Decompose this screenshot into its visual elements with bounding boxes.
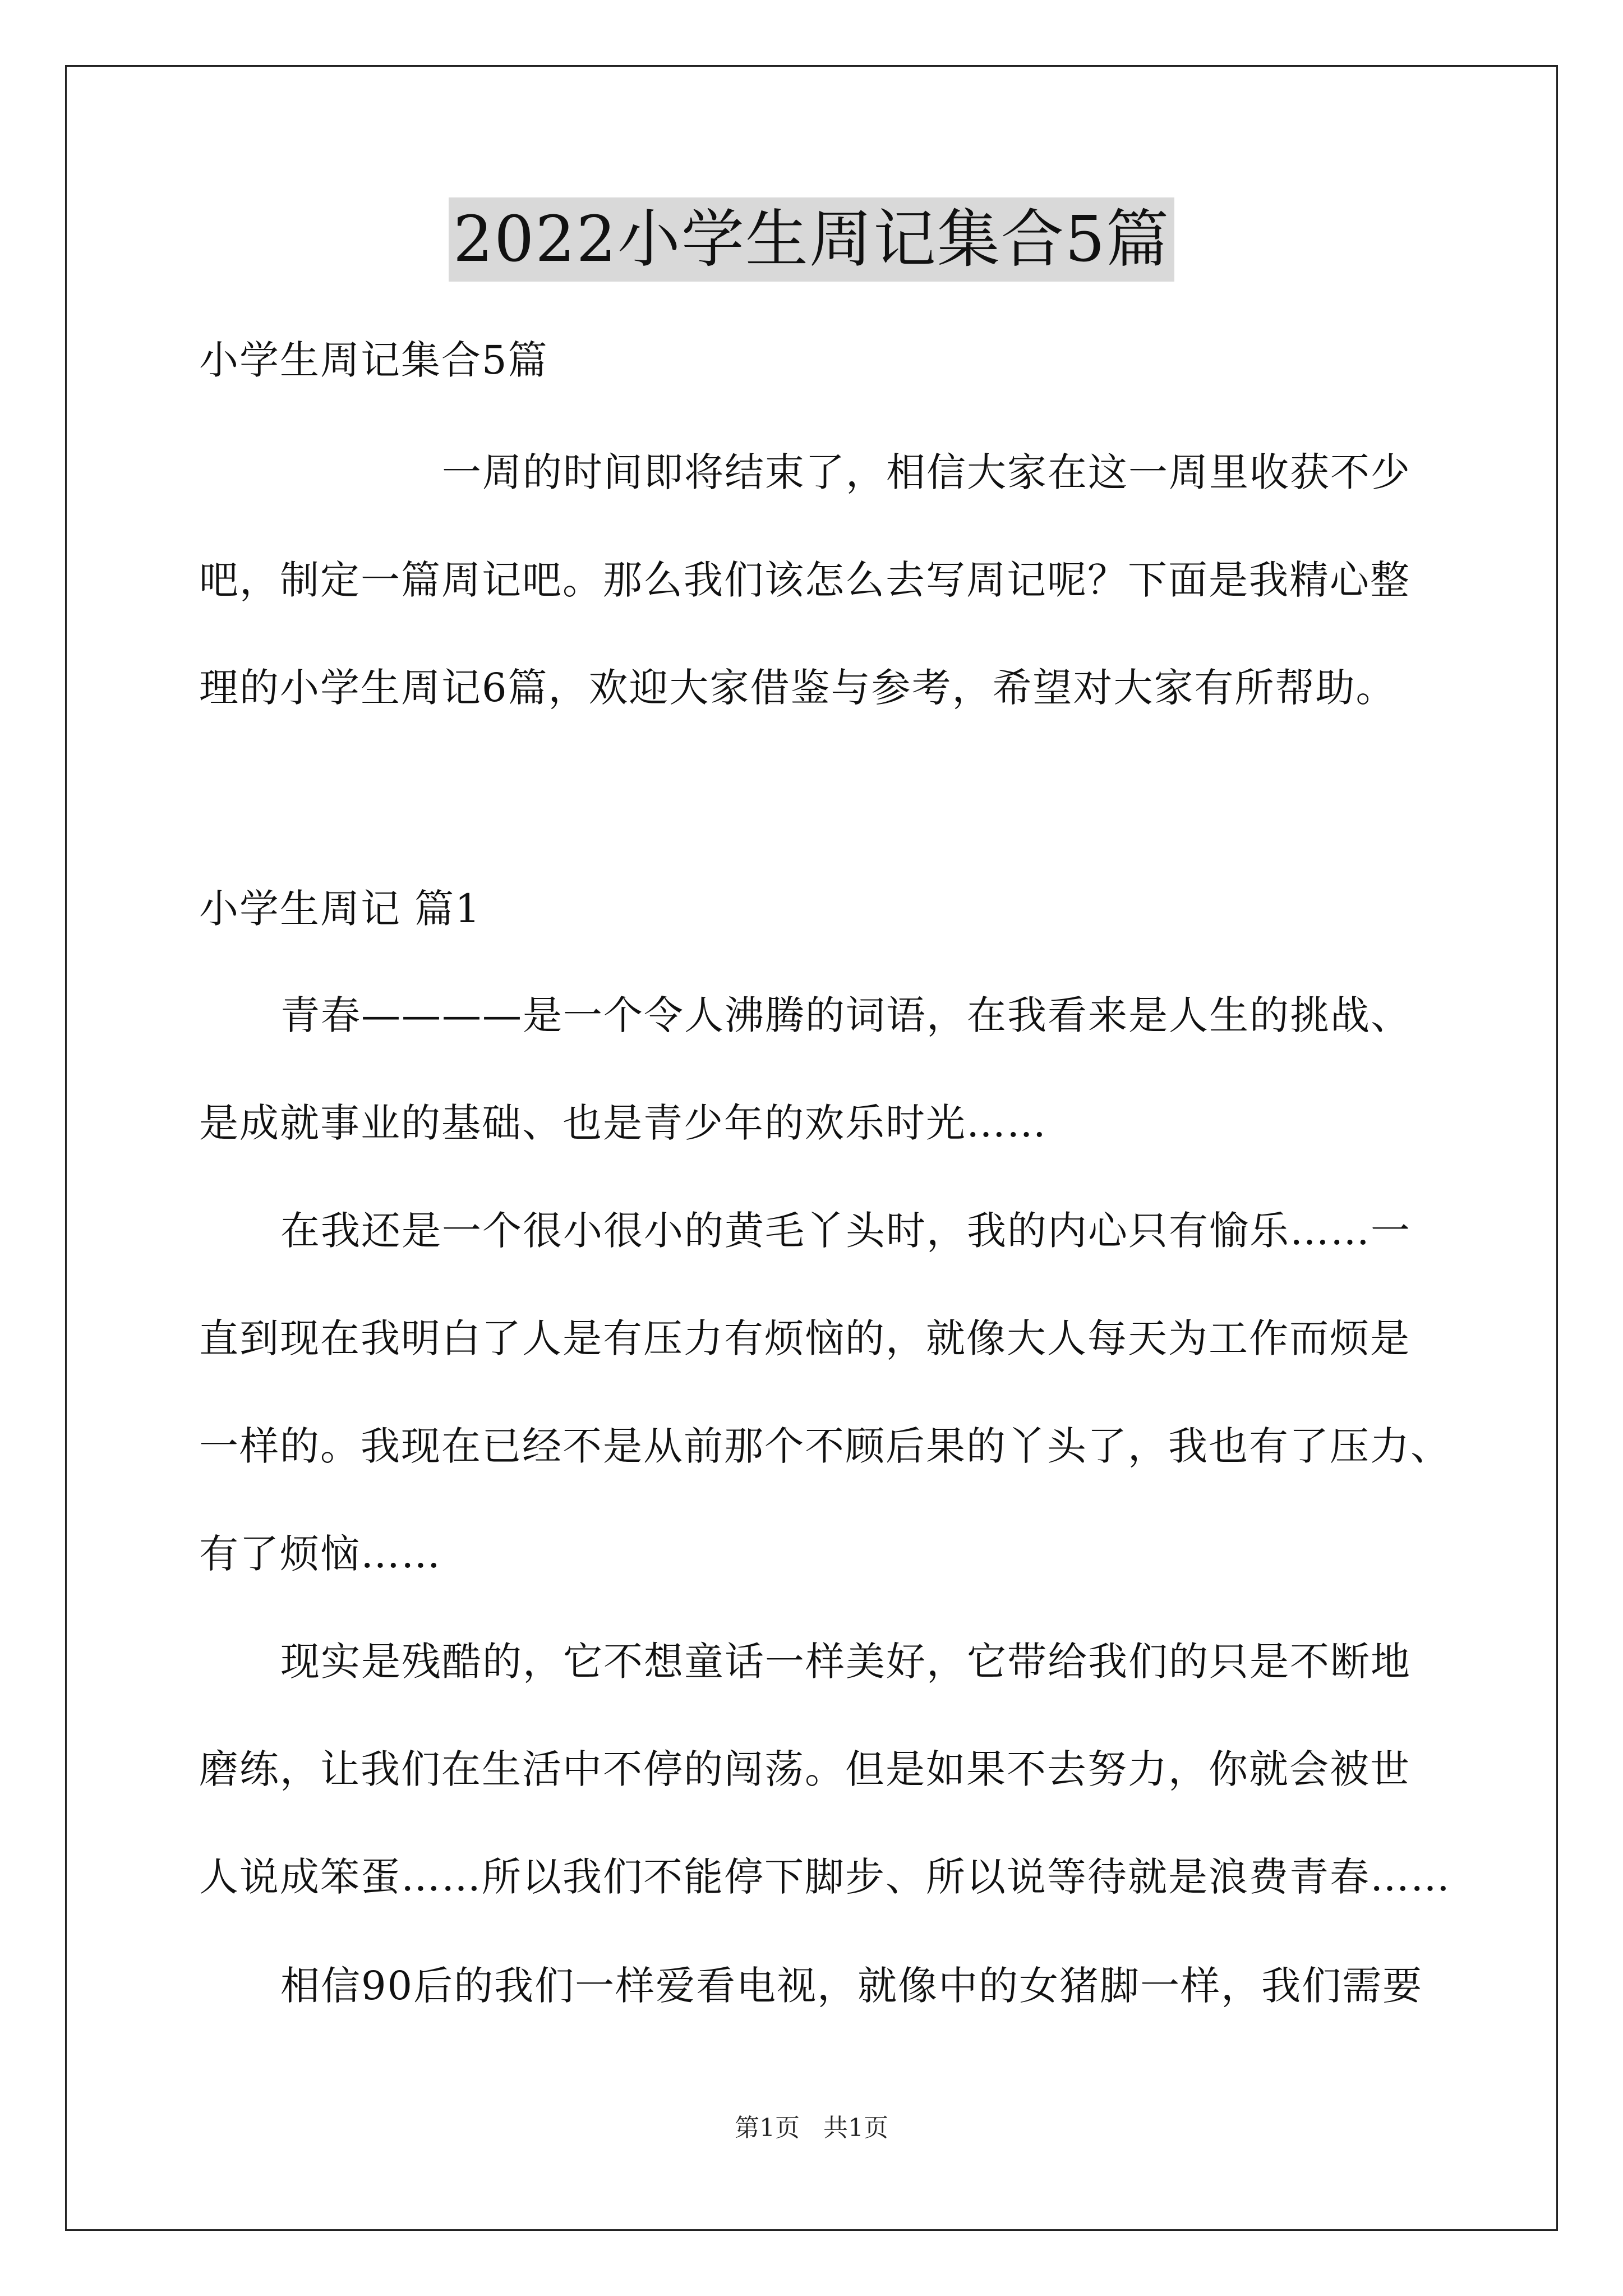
paragraph-line: 一样的。我现在已经不是从前那个不顾后果的丫头了，我也有了压力、: [199, 1423, 1451, 1469]
paragraph-line: 有了烦恼……: [199, 1531, 441, 1577]
intro-line-3: 理的小学生周记6篇，欢迎大家借鉴与参考，希望对大家有所帮助。: [199, 665, 1396, 711]
intro-line-1: 一周的时间即将结束了，相信大家在这一周里收获不少: [442, 449, 1411, 495]
page-total: 共1页: [823, 2114, 888, 2142]
paragraph-line: 现实是残酷的，它不想童话一样美好，它带给我们的只是不断地: [280, 1639, 1411, 1685]
paragraph-line: 直到现在我明白了人是有压力有烦恼的，就像大人每天为工作而烦是: [199, 1315, 1410, 1361]
document-title: 2022小学生周记集合5篇: [449, 197, 1174, 282]
section-heading: 小学生周记 篇1: [199, 886, 481, 932]
paragraph-line: 青春————是一个令人沸腾的词语，在我看来是人生的挑战、: [280, 992, 1411, 1038]
page-number: 第1页: [735, 2114, 800, 2142]
title-container: [0, 197, 1623, 282]
paragraph-line: 在我还是一个很小很小的黄毛丫头时，我的内心只有愉乐……一: [280, 1208, 1411, 1254]
subtitle-line: 小学生周记集合5篇: [199, 337, 548, 383]
paragraph-line: 磨练，让我们在生活中不停的闯荡。但是如果不去努力，你就会被世: [199, 1746, 1410, 1792]
paragraph-line: 人说成笨蛋……所以我们不能停下脚步、所以说等待就是浪费青春……: [199, 1854, 1451, 1900]
page-footer: [0, 2111, 1623, 2145]
intro-line-2: 吧，制定一篇周记吧。那么我们该怎么去写周记呢？下面是我精心整: [199, 557, 1410, 603]
paragraph-line: 是成就事业的基础、也是青少年的欢乐时光……: [199, 1100, 1047, 1146]
paragraph-line: 相信90后的我们一样爱看电视，就像中的女猪脚一样，我们需要: [280, 1963, 1423, 2009]
